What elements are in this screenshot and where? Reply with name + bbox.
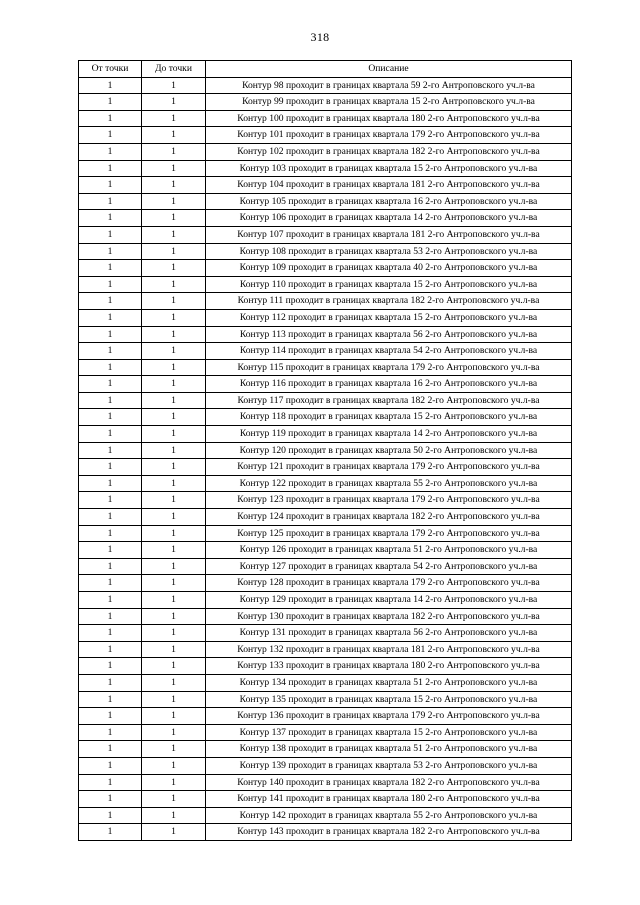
cell-description: Контур 115 проходит в границах квартала 179 2-го Антроповского уч.л-ва [206, 359, 572, 376]
table-row [79, 77, 572, 94]
table-row [79, 807, 572, 824]
cell-from-point: 1 [79, 143, 142, 160]
cell-to-point: 1 [142, 210, 206, 227]
cell-description: Контур 136 проходит в границах квартала 179 2-го Антроповского уч.л-ва [206, 708, 572, 725]
cell-to-point: 1 [142, 708, 206, 725]
cell-description: Контур 103 проходит в границах квартала 15 2-го Антроповского уч.л-ва [206, 160, 572, 177]
cell-to-point: 1 [142, 475, 206, 492]
cell-to-point: 1 [142, 791, 206, 808]
cell-from-point: 1 [79, 625, 142, 642]
table-row [79, 226, 572, 243]
cell-to-point: 1 [142, 193, 206, 210]
cell-to-point: 1 [142, 376, 206, 393]
cell-from-point: 1 [79, 226, 142, 243]
cell-from-point: 1 [79, 575, 142, 592]
cell-from-point: 1 [79, 77, 142, 94]
cell-from-point: 1 [79, 94, 142, 111]
cell-description: Контур 107 проходит в границах квартала 181 2-го Антроповского уч.л-ва [206, 226, 572, 243]
cell-from-point: 1 [79, 110, 142, 127]
table-row [79, 542, 572, 559]
table-header-row [79, 61, 572, 78]
cell-description: Контур 120 проходит в границах квартала 50 2-го Антроповского уч.л-ва [206, 442, 572, 459]
cell-to-point: 1 [142, 293, 206, 310]
cell-description: Контур 110 проходит в границах квартала 15 2-го Антроповского уч.л-ва [206, 276, 572, 293]
cell-to-point: 1 [142, 608, 206, 625]
table-row [79, 193, 572, 210]
table-row [79, 309, 572, 326]
cell-to-point: 1 [142, 807, 206, 824]
table-row [79, 757, 572, 774]
table-row [79, 343, 572, 360]
table-row [79, 791, 572, 808]
cell-description: Контур 122 проходит в границах квартала 55 2-го Антроповского уч.л-ва [206, 475, 572, 492]
table-row [79, 509, 572, 526]
cell-to-point: 1 [142, 774, 206, 791]
cell-description: Контур 127 проходит в границах квартала 54 2-го Антроповского уч.л-ва [206, 558, 572, 575]
cell-to-point: 1 [142, 658, 206, 675]
cell-from-point: 1 [79, 824, 142, 841]
cell-to-point: 1 [142, 309, 206, 326]
cell-description: Контур 141 проходит в границах квартала 180 2-го Антроповского уч.л-ва [206, 791, 572, 808]
cell-from-point: 1 [79, 193, 142, 210]
cell-description: Контур 118 проходит в границах квартала 15 2-го Антроповского уч.л-ва [206, 409, 572, 426]
table-row [79, 143, 572, 160]
cell-to-point: 1 [142, 359, 206, 376]
table-row [79, 741, 572, 758]
cell-description: Контур 138 проходит в границах квартала 51 2-го Антроповского уч.л-ва [206, 741, 572, 758]
cell-from-point: 1 [79, 691, 142, 708]
cell-to-point: 1 [142, 525, 206, 542]
cell-from-point: 1 [79, 160, 142, 177]
cell-from-point: 1 [79, 426, 142, 443]
table-row [79, 94, 572, 111]
cell-from-point: 1 [79, 592, 142, 609]
cell-to-point: 1 [142, 641, 206, 658]
cell-from-point: 1 [79, 674, 142, 691]
table-row [79, 459, 572, 476]
table-row [79, 608, 572, 625]
cell-to-point: 1 [142, 741, 206, 758]
table-row [79, 558, 572, 575]
cell-description: Контур 102 проходит в границах квартала 182 2-го Антроповского уч.л-ва [206, 143, 572, 160]
table-row [79, 442, 572, 459]
cell-to-point: 1 [142, 674, 206, 691]
table-row [79, 641, 572, 658]
cell-description: Контур 129 проходит в границах квартала 14 2-го Антроповского уч.л-ва [206, 592, 572, 609]
table-row [79, 691, 572, 708]
cell-description: Контур 135 проходит в границах квартала 15 2-го Антроповского уч.л-ва [206, 691, 572, 708]
cell-to-point: 1 [142, 260, 206, 277]
table-row [79, 592, 572, 609]
cell-description: Контур 124 проходит в границах квартала 182 2-го Антроповского уч.л-ва [206, 509, 572, 526]
cell-to-point: 1 [142, 343, 206, 360]
cell-description: Контур 114 проходит в границах квартала 54 2-го Антроповского уч.л-ва [206, 343, 572, 360]
cell-description: Контур 117 проходит в границах квартала 182 2-го Антроповского уч.л-ва [206, 392, 572, 409]
cell-to-point: 1 [142, 542, 206, 559]
cell-from-point: 1 [79, 326, 142, 343]
cell-to-point: 1 [142, 143, 206, 160]
cell-description: Контур 133 проходит в границах квартала 180 2-го Антроповского уч.л-ва [206, 658, 572, 675]
cell-from-point: 1 [79, 757, 142, 774]
cell-from-point: 1 [79, 492, 142, 509]
cell-to-point: 1 [142, 409, 206, 426]
cell-to-point: 1 [142, 94, 206, 111]
cell-from-point: 1 [79, 210, 142, 227]
cell-description: Контур 139 проходит в границах квартала 53 2-го Антроповского уч.л-ва [206, 757, 572, 774]
cell-to-point: 1 [142, 492, 206, 509]
header-from-point: От точки [79, 61, 142, 78]
cell-to-point: 1 [142, 392, 206, 409]
table-row [79, 575, 572, 592]
cell-description: Контур 119 проходит в границах квартала 14 2-го Антроповского уч.л-ва [206, 426, 572, 443]
cell-description: Контур 108 проходит в границах квартала 53 2-го Антроповского уч.л-ва [206, 243, 572, 260]
cell-description: Контур 98 проходит в границах квартала 59 2-го Антроповского уч.л-ва [206, 77, 572, 94]
table-row [79, 177, 572, 194]
cell-from-point: 1 [79, 509, 142, 526]
cell-description: Контур 137 проходит в границах квартала 15 2-го Антроповского уч.л-ва [206, 724, 572, 741]
cell-from-point: 1 [79, 309, 142, 326]
cell-to-point: 1 [142, 459, 206, 476]
table-row [79, 492, 572, 509]
table-body [79, 77, 572, 840]
table-row [79, 475, 572, 492]
cell-to-point: 1 [142, 243, 206, 260]
cell-from-point: 1 [79, 260, 142, 277]
cell-from-point: 1 [79, 442, 142, 459]
cell-to-point: 1 [142, 625, 206, 642]
cell-from-point: 1 [79, 542, 142, 559]
table-row [79, 774, 572, 791]
cell-from-point: 1 [79, 641, 142, 658]
table-row [79, 824, 572, 841]
table-row [79, 276, 572, 293]
table-row [79, 525, 572, 542]
cell-description: Контур 143 проходит в границах квартала 182 2-го Антроповского уч.л-ва [206, 824, 572, 841]
cell-to-point: 1 [142, 226, 206, 243]
cell-description: Контур 121 проходит в границах квартала 179 2-го Антроповского уч.л-ва [206, 459, 572, 476]
table-row [79, 160, 572, 177]
header-description: Описание [206, 61, 572, 78]
cell-from-point: 1 [79, 807, 142, 824]
cell-from-point: 1 [79, 724, 142, 741]
cell-to-point: 1 [142, 691, 206, 708]
cell-description: Контур 130 проходит в границах квартала 182 2-го Антроповского уч.л-ва [206, 608, 572, 625]
cell-from-point: 1 [79, 774, 142, 791]
cell-from-point: 1 [79, 608, 142, 625]
cell-from-point: 1 [79, 243, 142, 260]
cell-from-point: 1 [79, 359, 142, 376]
cell-to-point: 1 [142, 110, 206, 127]
table-row [79, 359, 572, 376]
table-row [79, 724, 572, 741]
table-row [79, 260, 572, 277]
cell-description: Контур 113 проходит в границах квартала 56 2-го Антроповского уч.л-ва [206, 326, 572, 343]
cell-to-point: 1 [142, 77, 206, 94]
cell-description: Контур 116 проходит в границах квартала 16 2-го Антроповского уч.л-ва [206, 376, 572, 393]
cell-from-point: 1 [79, 525, 142, 542]
cell-from-point: 1 [79, 127, 142, 144]
cell-to-point: 1 [142, 426, 206, 443]
table-row [79, 127, 572, 144]
cell-from-point: 1 [79, 791, 142, 808]
cell-from-point: 1 [79, 741, 142, 758]
table-row [79, 392, 572, 409]
cell-description: Контур 100 проходит в границах квартала 180 2-го Антроповского уч.л-ва [206, 110, 572, 127]
cell-description: Контур 106 проходит в границах квартала 14 2-го Антроповского уч.л-ва [206, 210, 572, 227]
cell-to-point: 1 [142, 724, 206, 741]
table-row [79, 243, 572, 260]
cell-to-point: 1 [142, 592, 206, 609]
cell-description: Контур 142 проходит в границах квартала 55 2-го Антроповского уч.л-ва [206, 807, 572, 824]
table-row [79, 210, 572, 227]
cell-from-point: 1 [79, 376, 142, 393]
cell-from-point: 1 [79, 343, 142, 360]
cell-to-point: 1 [142, 824, 206, 841]
cell-from-point: 1 [79, 409, 142, 426]
cell-to-point: 1 [142, 177, 206, 194]
table-row [79, 376, 572, 393]
cell-description: Контур 126 проходит в границах квартала 51 2-го Антроповского уч.л-ва [206, 542, 572, 559]
cell-description: Контур 134 проходит в границах квартала 51 2-го Антроповского уч.л-ва [206, 674, 572, 691]
table-row [79, 409, 572, 426]
cell-to-point: 1 [142, 509, 206, 526]
cell-to-point: 1 [142, 757, 206, 774]
table-row [79, 674, 572, 691]
cell-from-point: 1 [79, 276, 142, 293]
cell-from-point: 1 [79, 392, 142, 409]
cell-to-point: 1 [142, 326, 206, 343]
table-row [79, 426, 572, 443]
cell-description: Контур 104 проходит в границах квартала 181 2-го Антроповского уч.л-ва [206, 177, 572, 194]
cell-description: Контур 125 проходит в границах квартала 179 2-го Антроповского уч.л-ва [206, 525, 572, 542]
cell-description: Контур 128 проходит в границах квартала 179 2-го Антроповского уч.л-ва [206, 575, 572, 592]
cell-description: Контур 111 проходит в границах квартала 182 2-го Антроповского уч.л-ва [206, 293, 572, 310]
cell-description: Контур 105 проходит в границах квартала 16 2-го Антроповского уч.л-ва [206, 193, 572, 210]
cell-to-point: 1 [142, 575, 206, 592]
table-row [79, 625, 572, 642]
cell-description: Контур 140 проходит в границах квартала 182 2-го Антроповского уч.л-ва [206, 774, 572, 791]
cell-from-point: 1 [79, 177, 142, 194]
cell-to-point: 1 [142, 160, 206, 177]
cell-description: Контур 109 проходит в границах квартала 40 2-го Антроповского уч.л-ва [206, 260, 572, 277]
cell-to-point: 1 [142, 127, 206, 144]
table-row [79, 293, 572, 310]
cell-from-point: 1 [79, 293, 142, 310]
cell-to-point: 1 [142, 276, 206, 293]
cell-description: Контур 101 проходит в границах квартала 179 2-го Антроповского уч.л-ва [206, 127, 572, 144]
boundary-description-table [78, 60, 572, 841]
cell-description: Контур 112 проходит в границах квартала 15 2-го Антроповского уч.л-ва [206, 309, 572, 326]
cell-description: Контур 132 проходит в границах квартала 181 2-го Антроповского уч.л-ва [206, 641, 572, 658]
cell-from-point: 1 [79, 558, 142, 575]
page-number: 318 [310, 30, 330, 44]
cell-to-point: 1 [142, 558, 206, 575]
table-row [79, 110, 572, 127]
table-row [79, 658, 572, 675]
cell-description: Контур 123 проходит в границах квартала 179 2-го Антроповского уч.л-ва [206, 492, 572, 509]
cell-to-point: 1 [142, 442, 206, 459]
header-to-point: До точки [142, 61, 206, 78]
cell-description: Контур 131 проходит в границах квартала 56 2-го Антроповского уч.л-ва [206, 625, 572, 642]
table-row [79, 708, 572, 725]
cell-from-point: 1 [79, 459, 142, 476]
cell-from-point: 1 [79, 658, 142, 675]
cell-from-point: 1 [79, 708, 142, 725]
cell-description: Контур 99 проходит в границах квартала 15 2-го Антроповского уч.л-ва [206, 94, 572, 111]
table-row [79, 326, 572, 343]
cell-from-point: 1 [79, 475, 142, 492]
